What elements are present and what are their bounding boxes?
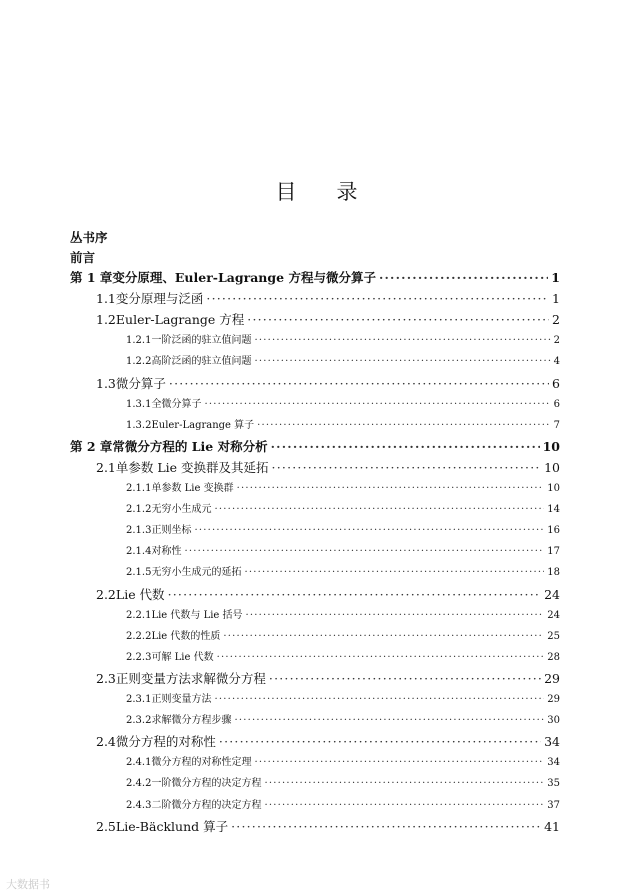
toc-entry-sub[interactable] xyxy=(126,395,560,410)
dot-leader xyxy=(254,335,550,346)
toc-entry-title: 一阶微分方程的决定方程 xyxy=(151,778,262,790)
dot-leader xyxy=(264,778,544,789)
toc-entry-number: 1.1 xyxy=(96,291,116,307)
toc-entry-number: 2.2.2 xyxy=(126,630,152,642)
toc-entry-page-number: 6 xyxy=(552,375,560,391)
dot-leader xyxy=(237,483,545,494)
toc-entry-page-number: 29 xyxy=(544,670,560,686)
dot-leader xyxy=(272,460,542,475)
toc-entry-sub[interactable] xyxy=(126,648,560,663)
toc-entry-number: 2.4.2 xyxy=(126,778,152,790)
toc-entry-number: 2.3.2 xyxy=(126,715,152,727)
toc-entry-number: 2.1 xyxy=(96,459,116,475)
toc-entry-number: 1.3 xyxy=(96,375,116,391)
toc-entry-page-number: 41 xyxy=(544,818,560,834)
toc-entry-sub[interactable] xyxy=(126,711,560,726)
toc-entry-sub[interactable] xyxy=(126,796,560,811)
dot-leader xyxy=(223,631,544,642)
toc-entry-title: 变分原理、Euler-Lagrange 方程与微分算子 xyxy=(112,270,376,285)
dot-leader xyxy=(257,420,550,431)
toc-entry-title: 变分原理与泛函 xyxy=(115,291,204,307)
toc-entry-sub[interactable] xyxy=(126,690,560,705)
toc-entry-title: 正则坐标 xyxy=(151,525,192,537)
toc-entry-page-number: 1 xyxy=(552,291,560,307)
toc-entry-sec[interactable] xyxy=(96,289,560,307)
dot-leader xyxy=(244,567,544,578)
toc-entry-page-number: 10 xyxy=(542,438,560,454)
watermark: 大数据书 xyxy=(6,878,50,891)
toc-entry-title: Euler-Lagrange 算子 xyxy=(151,419,255,431)
dot-leader xyxy=(246,610,545,621)
toc-entry-title: 高阶泛函的驻立值问题 xyxy=(151,356,252,368)
toc-entry-page-number: 1 xyxy=(551,270,560,285)
toc-entry-sec[interactable] xyxy=(96,374,560,392)
toc-entry-number: 第 1 章 xyxy=(70,270,113,285)
toc-entry-number: 1.2.1 xyxy=(126,335,152,347)
toc-entry-page-number: 34 xyxy=(547,757,560,769)
toc-entry-sec[interactable] xyxy=(96,310,560,328)
toc-entry-sub[interactable] xyxy=(126,563,560,578)
toc-entry-sec[interactable] xyxy=(96,732,560,750)
dot-leader xyxy=(194,525,544,536)
dot-leader xyxy=(219,734,541,749)
dot-leader xyxy=(204,399,550,410)
dot-leader xyxy=(206,291,549,306)
toc-entry-page-number: 2 xyxy=(552,312,560,328)
toc-entry-sub[interactable] xyxy=(126,774,560,789)
toc-entry-number: 1.2.2 xyxy=(126,356,152,368)
toc-entry-number: 2.1.4 xyxy=(126,546,152,558)
toc-entry-title: 全微分算子 xyxy=(151,398,202,410)
toc-entry-sub[interactable] xyxy=(126,352,560,367)
toc-entry-sub[interactable] xyxy=(126,753,560,768)
toc-entry-number: 2.2.1 xyxy=(126,609,152,621)
toc-entry-number: 2.1.1 xyxy=(126,483,152,494)
toc-entry-title: Lie 代数的性质 xyxy=(151,630,221,642)
toc-entry-title: 微分方程的对称性定理 xyxy=(151,757,252,769)
toc-entry-sub[interactable] xyxy=(126,479,560,494)
toc-entry-page-number: 2 xyxy=(553,335,560,347)
toc-entry-chap[interactable] xyxy=(70,437,560,455)
toc-entry-title: 正则变量方法 xyxy=(151,694,212,705)
dot-leader xyxy=(247,312,549,327)
toc-entry-number: 1.3.1 xyxy=(126,398,152,410)
toc-entry-title: 单参数 Lie 变换群 xyxy=(151,483,234,494)
dot-leader xyxy=(271,439,540,454)
toc-entry-sub[interactable] xyxy=(126,606,560,621)
toc-entry-number: 第 2 章 xyxy=(70,438,113,454)
toc-entry-title: Lie 代数与 Lie 括号 xyxy=(151,609,243,621)
toc-entry-page-number: 10 xyxy=(544,459,560,475)
toc-entry-title: 无穷小生成元的延拓 xyxy=(151,567,242,579)
toc-entry-sub[interactable] xyxy=(126,500,560,515)
toc-entry-number: 2.3.1 xyxy=(126,694,152,705)
dot-leader xyxy=(234,715,544,726)
toc-entry-page-number: 24 xyxy=(544,586,560,602)
front-matter-series-preface[interactable]: 丛书序 xyxy=(70,230,108,245)
toc-entry-sec[interactable] xyxy=(96,458,560,476)
dot-leader xyxy=(254,757,544,768)
toc-entry-number: 1.3.2 xyxy=(126,419,152,431)
toc-entry-title: 单参数 Lie 变换群及其延拓 xyxy=(115,459,269,475)
dot-leader xyxy=(168,587,542,602)
toc-entry-number: 2.4.1 xyxy=(126,757,152,769)
toc-entry-title: 二阶微分方程的决定方程 xyxy=(151,799,262,811)
dot-leader xyxy=(379,270,548,285)
toc-entry-page-number: 29 xyxy=(547,694,560,705)
dot-leader xyxy=(264,800,544,811)
toc-entry-number: 2.5 xyxy=(96,818,116,834)
toc-entry-number: 1.2 xyxy=(96,312,116,328)
toc-entry-page-number: 25 xyxy=(547,630,560,642)
toc-entry-title: 对称性 xyxy=(151,546,182,558)
dot-leader xyxy=(231,819,541,834)
toc-entry-title: 可解 Lie 代数 xyxy=(151,651,214,663)
dot-leader xyxy=(214,504,544,515)
dot-leader xyxy=(214,694,544,705)
toc-entry-title: 微分算子 xyxy=(115,375,166,391)
toc-entry-title: 求解微分方程步骤 xyxy=(151,715,232,727)
toc-entry-page-number: 7 xyxy=(553,419,560,431)
toc-entry-page-number: 14 xyxy=(547,504,560,516)
toc-entry-sub[interactable] xyxy=(126,416,560,431)
toc-entry-number: 2.4.3 xyxy=(126,799,152,811)
toc-entry-number: 2.1.3 xyxy=(126,525,152,537)
toc-entry-page-number: 16 xyxy=(547,525,560,537)
toc-entry-page-number: 4 xyxy=(553,356,560,368)
toc-entry-page-number: 30 xyxy=(547,715,560,727)
toc-entry-title: Lie 代数 xyxy=(115,586,165,602)
toc-entry-sub[interactable] xyxy=(126,331,560,346)
toc-entry-title: 无穷小生成元 xyxy=(151,504,212,516)
dot-leader xyxy=(169,376,549,391)
dot-leader xyxy=(269,671,541,686)
toc-entry-sec[interactable] xyxy=(96,585,560,603)
toc-entry-title: 常微分方程的 Lie 对称分析 xyxy=(112,438,268,454)
toc-entry-title: 一阶泛函的驻立值问题 xyxy=(151,335,252,347)
toc-entry-number: 2.1.5 xyxy=(126,567,152,579)
toc-entry-sub[interactable] xyxy=(126,521,560,536)
dot-leader xyxy=(217,652,545,663)
dot-leader xyxy=(184,546,544,557)
toc-entry-title: Euler-Lagrange 方程 xyxy=(115,312,245,328)
toc-entry-number: 2.4 xyxy=(96,734,116,750)
toc-entry-page-number: 35 xyxy=(547,778,560,790)
toc-entry-chap[interactable] xyxy=(70,268,560,286)
toc-entry-page-number: 28 xyxy=(547,651,560,663)
toc-entry-number: 2.1.2 xyxy=(126,504,152,516)
toc-entry-title: 微分方程的对称性 xyxy=(115,734,216,750)
toc-entry-page-number: 37 xyxy=(547,799,560,811)
toc-entry-page-number: 17 xyxy=(547,546,560,558)
toc-entry-number: 2.2.3 xyxy=(126,651,152,663)
toc-entry-sub[interactable] xyxy=(126,542,560,557)
toc-entry-title: 正则变量方法求解微分方程 xyxy=(115,670,266,686)
front-matter-preface[interactable]: 前言 xyxy=(70,250,96,265)
toc-entry-page-number: 18 xyxy=(547,567,560,579)
toc-entry-page-number: 34 xyxy=(544,734,560,750)
toc-entry-page-number: 24 xyxy=(547,609,560,621)
toc-entry-number: 2.2 xyxy=(96,586,116,602)
toc-entry-page-number: 6 xyxy=(553,398,560,410)
toc-entry-title: Lie-Bäcklund 算子 xyxy=(115,818,229,834)
toc-entry-page-number: 10 xyxy=(547,483,560,494)
toc-entry-sec[interactable] xyxy=(96,669,560,687)
toc-entry-number: 2.3 xyxy=(96,670,116,686)
dot-leader xyxy=(254,356,550,367)
toc-entry-sub[interactable] xyxy=(126,627,560,642)
toc-entry-sec[interactable] xyxy=(96,817,560,835)
page-title: 目录 xyxy=(275,180,398,204)
